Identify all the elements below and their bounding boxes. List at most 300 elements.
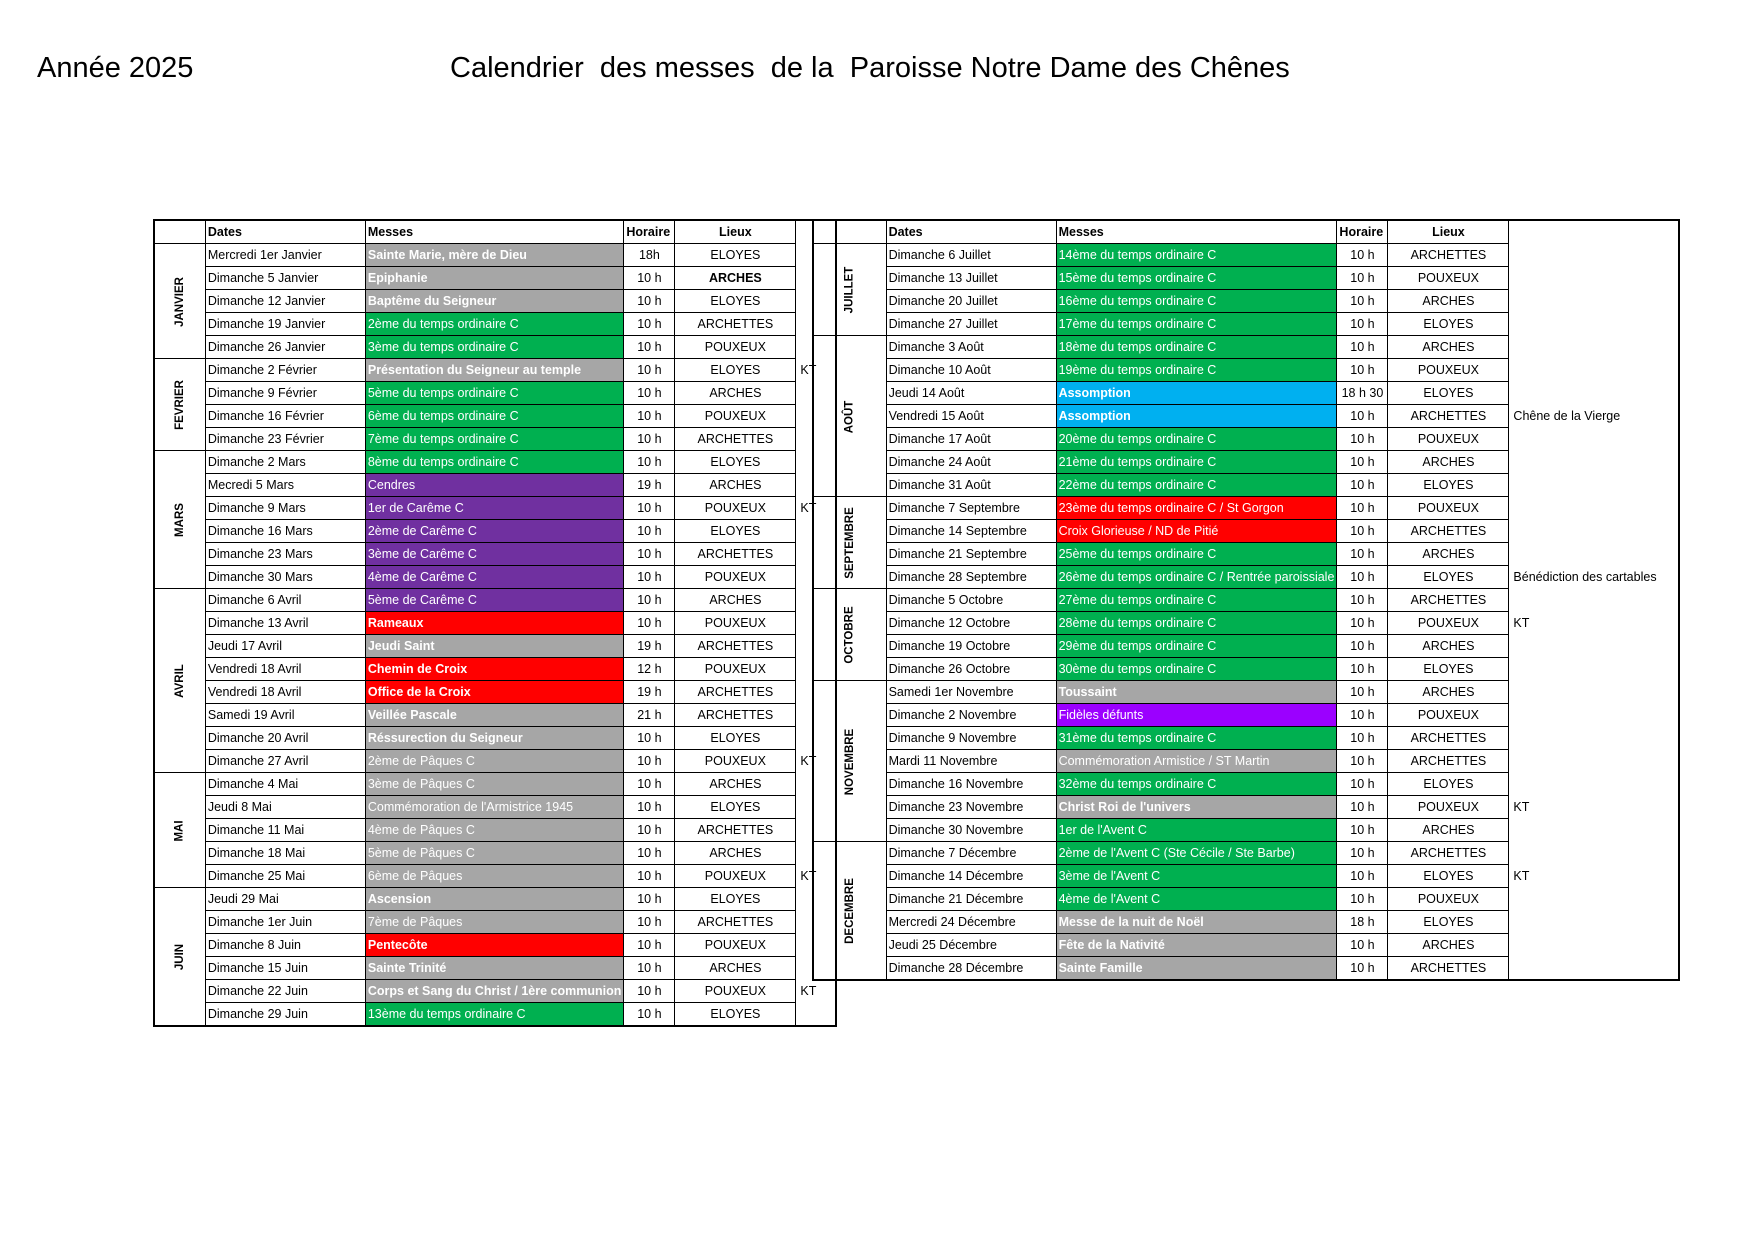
lieu-cell: POUXEUX	[675, 750, 796, 773]
table-row	[813, 658, 1679, 681]
horaire-cell: 18 h	[1337, 911, 1388, 934]
messe-cell: 26ème du temps ordinaire C / Rentrée paroissiale	[1056, 566, 1337, 589]
horaire-cell: 10 h	[1337, 681, 1388, 704]
lieu-cell: ARCHES	[675, 267, 796, 290]
month-label-text: AOÛT	[843, 400, 856, 433]
table-row	[813, 727, 1679, 750]
horaire-cell: 10 h	[624, 773, 675, 796]
table-row	[154, 267, 836, 290]
lieu-cell: POUXEUX	[675, 865, 796, 888]
note-cell: KT	[1513, 800, 1530, 814]
horaire-cell: 10 h	[624, 359, 675, 382]
note-cell	[1509, 474, 1679, 497]
date-cell: Dimanche 5 Janvier	[205, 267, 365, 290]
lieu-cell: POUXEUX	[675, 934, 796, 957]
table-row	[154, 796, 836, 819]
table-row	[154, 451, 836, 474]
date-cell: Dimanche 6 Juillet	[886, 244, 1056, 267]
messe-cell: 3ème de l'Avent C	[1056, 865, 1337, 888]
horaire-cell: 10 h	[624, 405, 675, 428]
table-row	[154, 313, 836, 336]
horaire-cell: 21 h	[624, 704, 675, 727]
horaire-cell: 19 h	[624, 474, 675, 497]
note-cell	[1509, 428, 1679, 451]
date-cell: Vendredi 18 Avril	[205, 658, 365, 681]
lieu-cell: POUXEUX	[675, 612, 796, 635]
date-cell: Dimanche 27 Juillet	[886, 313, 1056, 336]
note-cell	[1509, 497, 1679, 520]
messe-cell: 6ème de Pâques	[365, 865, 624, 888]
horaire-cell: 10 h	[624, 313, 675, 336]
date-cell: Dimanche 23 Novembre	[886, 796, 1056, 819]
horaire-cell: 10 h	[624, 842, 675, 865]
date-cell: Dimanche 5 Octobre	[886, 589, 1056, 612]
table-row	[154, 290, 836, 313]
date-cell: Dimanche 13 Juillet	[886, 267, 1056, 290]
note-cell: KT	[800, 754, 817, 768]
horaire-cell: 10 h	[1337, 428, 1388, 451]
messe-cell: 23ème du temps ordinaire C / St Gorgon	[1056, 497, 1337, 520]
table-row	[154, 865, 836, 888]
horaire-cell: 10 h	[1337, 727, 1388, 750]
date-cell: Dimanche 9 Mars	[205, 497, 365, 520]
messe-cell: 27ème du temps ordinaire C	[1056, 589, 1337, 612]
table-row	[154, 819, 836, 842]
note-cell: KT	[1513, 869, 1530, 883]
date-cell: Samedi 19 Avril	[205, 704, 365, 727]
note-cell	[1509, 589, 1679, 612]
date-cell: Dimanche 19 Octobre	[886, 635, 1056, 658]
messe-cell: Présentation du Seigneur au temple	[365, 359, 624, 382]
date-cell: Dimanche 2 Mars	[205, 451, 365, 474]
table-row	[154, 957, 836, 980]
date-cell: Dimanche 30 Novembre	[886, 819, 1056, 842]
date-cell: Dimanche 7 Septembre	[886, 497, 1056, 520]
lieu-cell: POUXEUX	[1388, 267, 1509, 290]
table-row	[154, 1003, 836, 1027]
table-row	[813, 888, 1679, 911]
horaire-cell: 18 h 30	[1337, 382, 1388, 405]
horaire-cell: 10 h	[1337, 566, 1388, 589]
table-row	[813, 290, 1679, 313]
messe-cell: 21ème du temps ordinaire C	[1056, 451, 1337, 474]
messe-cell: 29ème du temps ordinaire C	[1056, 635, 1337, 658]
lieu-cell: ARCHETTES	[1388, 957, 1509, 981]
lieu-cell: ELOYES	[675, 451, 796, 474]
messe-cell: 8ème du temps ordinaire C	[365, 451, 624, 474]
horaire-cell: 10 h	[624, 1003, 675, 1027]
table-row	[813, 635, 1679, 658]
lieu-cell: ARCHETTES	[675, 911, 796, 934]
messe-cell: Cendres	[365, 474, 624, 497]
month-label-text: FEVRIER	[173, 380, 186, 430]
table-row	[154, 359, 836, 382]
messe-cell: 20ème du temps ordinaire C	[1056, 428, 1337, 451]
date-cell: Dimanche 27 Avril	[205, 750, 365, 773]
messe-cell: 5ème de Pâques C	[365, 842, 624, 865]
month-label-text: MARS	[173, 503, 186, 537]
month-label	[813, 681, 886, 842]
horaire-cell: 10 h	[624, 750, 675, 773]
lieu-cell: ARCHES	[675, 382, 796, 405]
horaire-cell: 10 h	[1337, 957, 1388, 981]
lieu-cell: ELOYES	[675, 727, 796, 750]
month-label-text: OCTOBRE	[843, 606, 856, 664]
lieux-header: Lieux	[1388, 220, 1509, 244]
date-cell: Dimanche 28 Septembre	[886, 566, 1056, 589]
date-cell: Dimanche 9 Novembre	[886, 727, 1056, 750]
month-header	[813, 220, 886, 244]
horaire-cell: 10 h	[1337, 773, 1388, 796]
table-row	[154, 336, 836, 359]
table-row	[813, 934, 1679, 957]
lieu-cell: ELOYES	[1388, 566, 1509, 589]
date-cell: Dimanche 20 Avril	[205, 727, 365, 750]
date-cell: Dimanche 21 Décembre	[886, 888, 1056, 911]
lieu-cell: ARCHES	[1388, 543, 1509, 566]
month-header	[154, 220, 205, 244]
messe-cell: 31ème du temps ordinaire C	[1056, 727, 1337, 750]
header-row	[154, 220, 836, 244]
table-row	[154, 842, 836, 865]
messe-cell: 7ème du temps ordinaire C	[365, 428, 624, 451]
messe-cell: Assomption	[1056, 405, 1337, 428]
date-cell: Dimanche 12 Octobre	[886, 612, 1056, 635]
note-cell: KT	[800, 984, 817, 998]
messe-cell: Sainte Trinité	[365, 957, 624, 980]
horaire-cell: 10 h	[624, 566, 675, 589]
horaire-cell: 10 h	[1337, 313, 1388, 336]
date-cell: Dimanche 6 Avril	[205, 589, 365, 612]
table-row	[813, 382, 1679, 405]
horaire-cell: 10 h	[1337, 819, 1388, 842]
horaire-cell: 10 h	[1337, 888, 1388, 911]
horaire-cell: 10 h	[1337, 842, 1388, 865]
messe-cell: 17ème du temps ordinaire C	[1056, 313, 1337, 336]
note-cell	[1509, 451, 1679, 474]
note-cell	[1509, 888, 1679, 911]
messe-cell: 32ème du temps ordinaire C	[1056, 773, 1337, 796]
table-row	[813, 750, 1679, 773]
date-cell: Jeudi 14 Août	[886, 382, 1056, 405]
table-row	[813, 543, 1679, 566]
date-cell: Dimanche 9 Février	[205, 382, 365, 405]
lieu-cell: POUXEUX	[675, 566, 796, 589]
messe-cell: Sainte Marie, mère de Dieu	[365, 244, 624, 267]
table-row	[813, 589, 1679, 612]
date-cell: Dimanche 15 Juin	[205, 957, 365, 980]
lieu-cell: ARCHETTES	[675, 543, 796, 566]
date-cell: Dimanche 4 Mai	[205, 773, 365, 796]
table-row	[154, 704, 836, 727]
lieu-cell: ELOYES	[1388, 865, 1509, 888]
table-row	[813, 681, 1679, 704]
note-cell	[1509, 267, 1679, 290]
horaire-cell: 10 h	[624, 612, 675, 635]
table-row	[154, 520, 836, 543]
lieu-cell: POUXEUX	[1388, 497, 1509, 520]
date-cell: Dimanche 23 Mars	[205, 543, 365, 566]
note-cell: KT	[800, 869, 817, 883]
lieu-cell: ARCHETTES	[675, 681, 796, 704]
table-row	[813, 704, 1679, 727]
date-cell: Dimanche 10 Août	[886, 359, 1056, 382]
note-cell	[1509, 244, 1679, 267]
table-row	[813, 405, 1679, 428]
horaire-cell: 10 h	[1337, 520, 1388, 543]
lieu-cell: ARCHES	[1388, 934, 1509, 957]
messe-cell: 6ème du temps ordinaire C	[365, 405, 624, 428]
month-label	[154, 359, 205, 451]
table-row	[154, 750, 836, 773]
horaire-cell: 19 h	[624, 681, 675, 704]
date-cell: Vendredi 15 Août	[886, 405, 1056, 428]
date-cell: Jeudi 17 Avril	[205, 635, 365, 658]
table-row	[813, 313, 1679, 336]
table-row	[154, 681, 836, 704]
horaire-cell: 10 h	[1337, 290, 1388, 313]
date-cell: Dimanche 20 Juillet	[886, 290, 1056, 313]
horaire-cell: 10 h	[1337, 359, 1388, 382]
horaire-cell: 10 h	[624, 727, 675, 750]
horaire-cell: 12 h	[624, 658, 675, 681]
date-cell: Dimanche 16 Novembre	[886, 773, 1056, 796]
horaire-cell: 10 h	[624, 497, 675, 520]
horaire-cell: 10 h	[624, 520, 675, 543]
lieux-header: Lieux	[675, 220, 796, 244]
messe-cell: Fête de la Nativité	[1056, 934, 1337, 957]
date-cell: Vendredi 18 Avril	[205, 681, 365, 704]
table-row	[154, 382, 836, 405]
messe-cell: 30ème du temps ordinaire C	[1056, 658, 1337, 681]
table-row	[813, 451, 1679, 474]
lieu-cell: ARCHES	[1388, 336, 1509, 359]
table-row	[813, 865, 1679, 888]
table-row	[154, 911, 836, 934]
table-row	[154, 980, 836, 1003]
table-row	[154, 612, 836, 635]
horaire-header: Horaire	[624, 220, 675, 244]
date-cell: Dimanche 28 Décembre	[886, 957, 1056, 981]
messe-cell: 2ème de Pâques C	[365, 750, 624, 773]
date-cell: Dimanche 17 Août	[886, 428, 1056, 451]
lieu-cell: POUXEUX	[675, 405, 796, 428]
lieu-cell: ELOYES	[1388, 474, 1509, 497]
lieu-cell: ARCHES	[1388, 635, 1509, 658]
month-label-text: AVRIL	[173, 664, 186, 698]
lieu-cell: ARCHETTES	[1388, 405, 1509, 428]
date-cell: Dimanche 19 Janvier	[205, 313, 365, 336]
horaire-cell: 10 h	[624, 934, 675, 957]
lieu-cell: ELOYES	[675, 244, 796, 267]
month-label	[813, 589, 886, 681]
horaire-cell: 10 h	[1337, 474, 1388, 497]
date-cell: Jeudi 8 Mai	[205, 796, 365, 819]
messe-cell: Sainte Famille	[1056, 957, 1337, 981]
note-cell	[1509, 543, 1679, 566]
horaire-cell: 10 h	[1337, 635, 1388, 658]
note-cell	[1509, 704, 1679, 727]
note-cell	[1509, 336, 1679, 359]
note-cell: Bénédiction des cartables	[1513, 570, 1657, 584]
horaire-cell: 10 h	[1337, 267, 1388, 290]
date-cell: Dimanche 24 Août	[886, 451, 1056, 474]
lieu-cell: ELOYES	[675, 888, 796, 911]
note-cell	[1509, 681, 1679, 704]
messe-cell: 22ème du temps ordinaire C	[1056, 474, 1337, 497]
lieu-cell: ARCHETTES	[675, 635, 796, 658]
month-label	[154, 451, 205, 589]
horaire-cell: 10 h	[624, 382, 675, 405]
date-cell: Dimanche 16 Mars	[205, 520, 365, 543]
date-cell: Dimanche 26 Octobre	[886, 658, 1056, 681]
date-cell: Dimanche 22 Juin	[205, 980, 365, 1003]
month-label	[813, 842, 886, 981]
note-cell: KT	[800, 363, 817, 377]
dates-header: Dates	[886, 220, 1056, 244]
table-row	[813, 336, 1679, 359]
messe-cell: Christ Roi de l'univers	[1056, 796, 1337, 819]
lieu-cell: ELOYES	[675, 359, 796, 382]
date-cell: Mercredi 24 Décembre	[886, 911, 1056, 934]
lieu-cell: POUXEUX	[675, 658, 796, 681]
messe-cell: Epiphanie	[365, 267, 624, 290]
table-row	[154, 405, 836, 428]
table-row	[154, 428, 836, 451]
table-row	[813, 842, 1679, 865]
note-cell: KT	[1513, 616, 1530, 630]
month-label-text: JUILLET	[843, 266, 856, 314]
lieu-cell: ARCHES	[675, 589, 796, 612]
date-cell: Dimanche 2 Novembre	[886, 704, 1056, 727]
horaire-cell: 10 h	[1337, 244, 1388, 267]
messe-cell: Veillée Pascale	[365, 704, 624, 727]
table-row	[813, 520, 1679, 543]
horaire-cell: 10 h	[624, 589, 675, 612]
horaire-cell: 10 h	[624, 888, 675, 911]
lieu-cell: ARCHES	[1388, 451, 1509, 474]
lieu-cell: ARCHES	[1388, 681, 1509, 704]
table-row	[154, 497, 836, 520]
table-row	[813, 267, 1679, 290]
horaire-cell: 10 h	[1337, 796, 1388, 819]
note-cell	[1509, 934, 1679, 957]
lieu-cell: POUXEUX	[675, 980, 796, 1003]
messe-cell: Office de la Croix	[365, 681, 624, 704]
date-cell: Dimanche 14 Décembre	[886, 865, 1056, 888]
note-cell	[796, 1003, 836, 1027]
date-cell: Dimanche 18 Mai	[205, 842, 365, 865]
note-cell	[1509, 658, 1679, 681]
messe-cell: 1er de l'Avent C	[1056, 819, 1337, 842]
messe-cell: 16ème du temps ordinaire C	[1056, 290, 1337, 313]
horaire-cell: 10 h	[1337, 865, 1388, 888]
messe-cell: 18ème du temps ordinaire C	[1056, 336, 1337, 359]
note-cell	[1509, 727, 1679, 750]
table-row	[813, 957, 1679, 981]
month-label-text: JUIN	[173, 943, 186, 971]
date-cell: Samedi 1er Novembre	[886, 681, 1056, 704]
lieu-cell: ELOYES	[1388, 313, 1509, 336]
messe-cell: 5ème de Carême C	[365, 589, 624, 612]
date-cell: Dimanche 12 Janvier	[205, 290, 365, 313]
table-row	[154, 474, 836, 497]
date-cell: Dimanche 25 Mai	[205, 865, 365, 888]
note-cell	[1509, 750, 1679, 773]
table-row	[154, 773, 836, 796]
table-row	[154, 543, 836, 566]
lieu-cell: ELOYES	[675, 1003, 796, 1027]
lieu-cell: POUXEUX	[1388, 888, 1509, 911]
month-label	[813, 244, 886, 336]
table-row	[154, 635, 836, 658]
month-label	[154, 773, 205, 888]
date-cell: Dimanche 7 Décembre	[886, 842, 1056, 865]
messe-cell: 5ème du temps ordinaire C	[365, 382, 624, 405]
table-row	[154, 934, 836, 957]
lieu-cell: ARCHES	[675, 773, 796, 796]
lieu-cell: POUXEUX	[675, 497, 796, 520]
messes-header: Messes	[365, 220, 624, 244]
lieu-cell: POUXEUX	[1388, 612, 1509, 635]
horaire-cell: 10 h	[1337, 497, 1388, 520]
horaire-cell: 10 h	[624, 865, 675, 888]
date-cell: Dimanche 31 Août	[886, 474, 1056, 497]
table-row	[813, 566, 1679, 589]
messe-cell: 4ème de Pâques C	[365, 819, 624, 842]
date-cell: Mercredi 1er Janvier	[205, 244, 365, 267]
lieu-cell: ARCHETTES	[675, 428, 796, 451]
note-cell	[1509, 520, 1679, 543]
lieu-cell: POUXEUX	[1388, 359, 1509, 382]
messe-cell: 19ème du temps ordinaire C	[1056, 359, 1337, 382]
note-cell	[1509, 290, 1679, 313]
lieu-cell: ARCHETTES	[1388, 244, 1509, 267]
note-cell	[1509, 773, 1679, 796]
horaire-cell: 10 h	[1337, 405, 1388, 428]
table-row	[813, 796, 1679, 819]
month-label	[813, 336, 886, 497]
lieu-cell: ARCHETTES	[1388, 589, 1509, 612]
lieu-cell: ELOYES	[675, 290, 796, 313]
horaire-header: Horaire	[1337, 220, 1388, 244]
lieu-cell: POUXEUX	[675, 336, 796, 359]
table-row	[813, 359, 1679, 382]
lieu-cell: ELOYES	[1388, 658, 1509, 681]
horaire-cell: 18h	[624, 244, 675, 267]
horaire-cell: 10 h	[1337, 336, 1388, 359]
lieu-cell: ARCHETTES	[1388, 842, 1509, 865]
messe-cell: Croix Glorieuse / ND de Pitié	[1056, 520, 1337, 543]
messe-cell: Rameaux	[365, 612, 624, 635]
note-cell: KT	[800, 501, 817, 515]
messe-cell: 2ème de Carême C	[365, 520, 624, 543]
horaire-cell: 10 h	[1337, 451, 1388, 474]
horaire-cell: 19 h	[624, 635, 675, 658]
horaire-cell: 10 h	[624, 796, 675, 819]
horaire-cell: 10 h	[624, 957, 675, 980]
table-row	[813, 911, 1679, 934]
horaire-cell: 10 h	[624, 267, 675, 290]
lieu-cell: POUXEUX	[1388, 428, 1509, 451]
horaire-cell: 10 h	[1337, 750, 1388, 773]
messe-cell: 2ème du temps ordinaire C	[365, 313, 624, 336]
date-cell: Dimanche 1er Juin	[205, 911, 365, 934]
date-cell: Dimanche 3 Août	[886, 336, 1056, 359]
messe-cell: 4ème de Carême C	[365, 566, 624, 589]
lieu-cell: ELOYES	[675, 796, 796, 819]
lieu-cell: ARCHETTES	[1388, 520, 1509, 543]
